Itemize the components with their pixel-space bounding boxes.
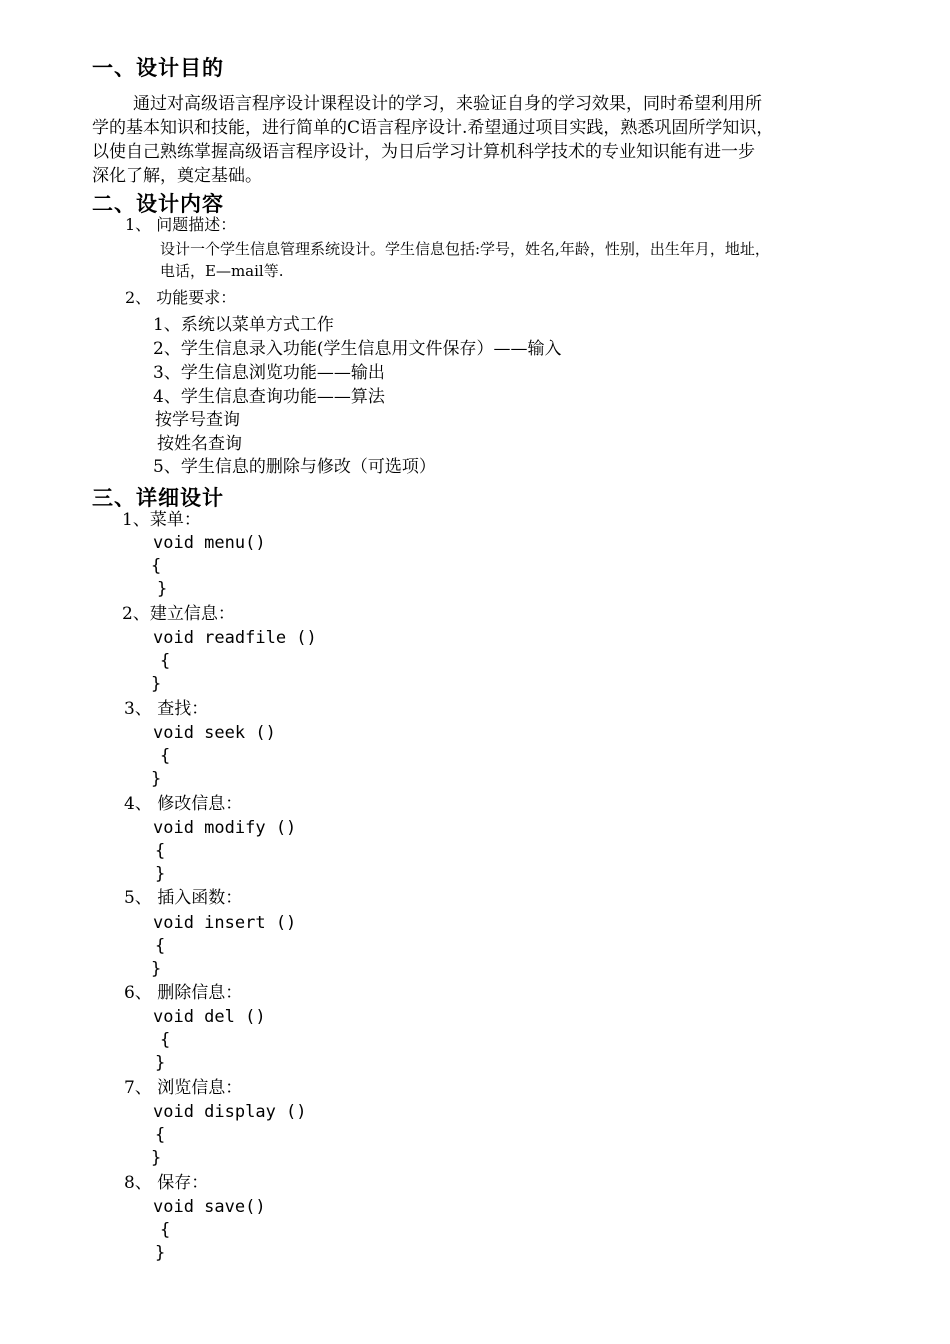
code-signature: void del (): [153, 1007, 266, 1027]
heading-design-content: 二、设计内容: [92, 192, 224, 216]
function-item-search-by-name: 按姓名查询: [157, 434, 242, 454]
function-item-2: 2、学生信息录入功能(学生信息用文件保存）——输入: [153, 339, 562, 359]
problem-description-line-1: 设计一个学生信息管理系统设计。学生信息包括:学号，姓名,年龄，性别，出生年月，地址，: [160, 240, 770, 258]
detail-item-title: 7、 浏览信息：: [124, 1078, 243, 1098]
code-signature: void display (): [153, 1102, 307, 1122]
detail-item-title: 1、菜单：: [122, 510, 201, 530]
detail-item-title: 8、 保存：: [124, 1173, 209, 1193]
purpose-line-2: 学的基本知识和技能，进行简单的C语言程序设计.希望通过项目实践，熟悉巩固所学知识，: [92, 118, 774, 138]
code-close-brace: }: [151, 769, 162, 789]
heading-detailed-design: 三、详细设计: [92, 486, 224, 510]
code-open-brace: {: [155, 936, 166, 956]
function-item-3: 3、学生信息浏览功能——输出: [153, 363, 385, 383]
problem-description-title: 1、 问题描述：: [125, 215, 237, 234]
code-close-brace: }: [155, 864, 166, 884]
code-signature: void readfile (): [153, 628, 317, 648]
problem-description-line-2: 电话，E—mail等.: [160, 262, 284, 280]
code-signature: void seek (): [153, 723, 276, 743]
code-open-brace: {: [155, 841, 166, 861]
code-signature: void save(): [153, 1197, 266, 1217]
code-open-brace: {: [155, 1125, 166, 1145]
heading-design-purpose: 一、设计目的: [92, 56, 224, 80]
code-close-brace: }: [151, 959, 162, 979]
code-signature: void modify (): [153, 818, 297, 838]
code-close-brace: }: [155, 1243, 166, 1263]
code-signature: void insert (): [153, 913, 297, 933]
detail-item-title: 2、建立信息：: [122, 604, 235, 624]
purpose-line-3: 以使自己熟练掌握高级语言程序设计，为日后学习计算机科学技术的专业知识能有进一步: [92, 142, 755, 162]
code-close-brace: }: [151, 674, 162, 694]
code-signature: void menu(): [153, 533, 266, 553]
detail-item-title: 3、 查找：: [124, 699, 209, 719]
code-open-brace: {: [160, 746, 171, 766]
code-open-brace: {: [160, 1030, 171, 1050]
purpose-line-1: 通过对高级语言程序设计课程设计的学习，来验证自身的学习效果，同时希望利用所: [133, 94, 762, 114]
code-open-brace: {: [160, 651, 171, 671]
detail-item-title: 6、 删除信息：: [124, 983, 243, 1003]
purpose-line-4: 深化了解，奠定基础。: [92, 166, 262, 186]
detail-item-title: 4、 修改信息：: [124, 794, 243, 814]
function-item-4: 4、学生信息查询功能——算法: [153, 387, 385, 407]
code-close-brace: }: [157, 579, 168, 599]
function-requirements-title: 2、 功能要求：: [125, 288, 237, 307]
function-item-1: 1、系统以菜单方式工作: [153, 315, 334, 335]
detail-item-title: 5、 插入函数：: [124, 888, 243, 908]
code-close-brace: }: [155, 1053, 166, 1073]
code-close-brace: }: [151, 1148, 162, 1168]
function-item-5: 5、学生信息的删除与修改（可选项）: [153, 457, 436, 477]
function-item-search-by-id: 按学号查询: [155, 410, 240, 430]
code-open-brace: {: [151, 556, 162, 576]
code-open-brace: {: [160, 1220, 171, 1240]
